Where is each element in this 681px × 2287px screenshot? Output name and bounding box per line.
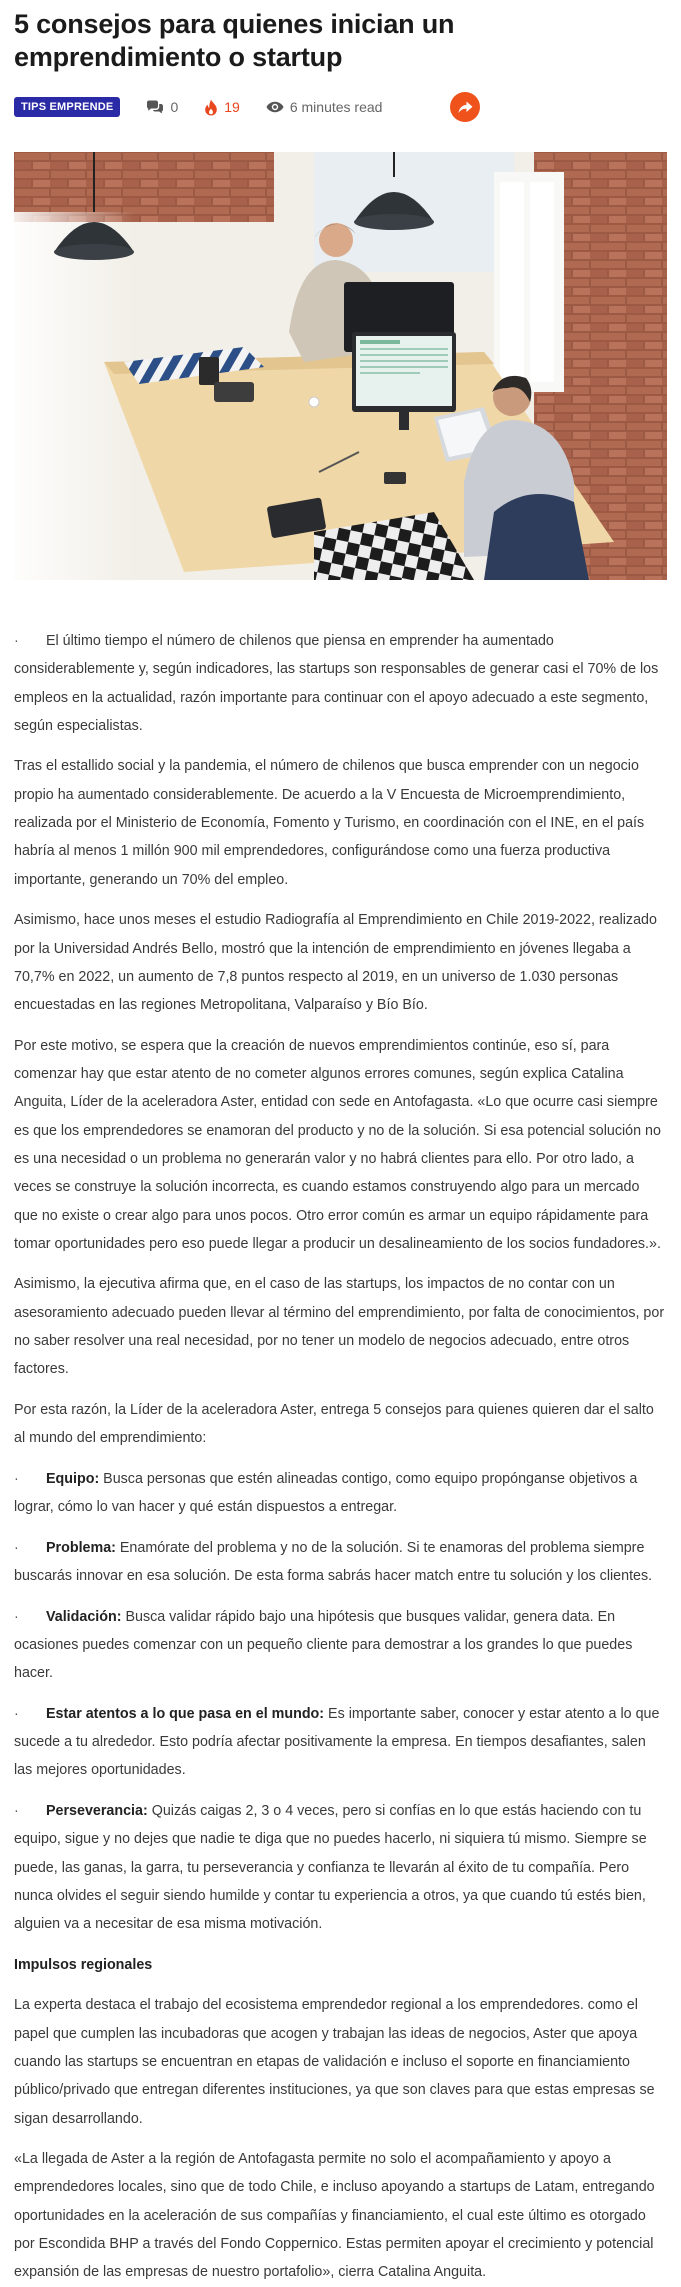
tip-item: · Equipo: Busca personas que estén alineadas contigo, como equipo propónganse objetivos a lograr, cómo lo van hacer y qué están dispuestos a entregar. — [14, 1465, 667, 1522]
bullet: · — [14, 633, 19, 649]
fire-icon — [204, 99, 218, 116]
tip-label: Problema: — [46, 1539, 116, 1556]
eye-icon — [266, 101, 284, 113]
paragraph: «La llegada de Aster a la región de Antofagasta permite no solo el acompañamiento y apoyo a emprendedores locales, sino que de todo Chile, e incluso apoyando a startups de Latam, entregando oportunidades en la aceleración de sus compañías y financiamiento, el cual este último es otorgado por Escondida BHP a través del Fondo Coppernico. Estas permiten apoyar el crecimiento y potencial expansión de las empresas de nuestro portafolio», cierra Catalina Anguita. — [14, 2151, 655, 2281]
comments-count[interactable] — [146, 99, 178, 115]
article-title: 5 consejos para quienes inician un emprendimiento o startup — [14, 9, 455, 72]
paragraph: Asimismo, la ejecutiva afirma que, en el caso de las startups, los impactos de no contar con un asesoramiento adecuado pueden llevar al término del emprendimiento, por falta de conocimientos, por no saber resolver una real necesidad, por no tener un modelo de negocios adecuado, entre otros factores. — [14, 1276, 665, 1378]
paragraph: Por este motivo, se espera que la creación de nuevos emprendimientos continúe, eso sí, para comenzar hay que estar atento de no cometer algunos errores comunes, según explica Catalina Anguita, Líder de la aceleradora Aster, entidad con sede en Antofagasta. «Lo que ocurre casi siempre es que los emprendedores se enamoran del producto y no de la solución. Si esa potencial solución no es una necesidad o un problema no generarán valor y no habrá clientes para ello. Por otro lado, a veces se construye la solución incorrecta, es cuando estamos construyendo algo para un mercado que no existe o crear algo para unos pocos. Otro error común es armar un equipo rápidamente para tomar oportunidades pero eso puede llegar a producir un desalineamiento de los socios fundadores.». — [14, 1037, 661, 1252]
tip-label: Validación: — [46, 1608, 122, 1625]
hot-count — [204, 99, 240, 116]
section-heading: Impulsos regionales — [14, 1956, 153, 1973]
paragraph: Tras el estallido social y la pandemia, el número de chilenos que busca emprender con un negocio propio ha aumentado considerablemente. De acuerdo a la V Encuesta de Microemprendimiento, realizada por el Ministerio de Economía, Fomento y Turismo, en coordinación con el INE, en el país habría al menos 1 millón 900 mil emprendedores, configurándose como una fuerza productiva importante, generando un 70% del empleo. — [14, 758, 645, 888]
hot-count-value: 19 — [224, 99, 240, 115]
read-time-value: 6 minutes read — [289, 99, 383, 115]
paragraph: Por esta razón, la Líder de la aceleradora Aster, entrega 5 consejos para quienes quieren dar el salto al mundo del emprendimiento: — [14, 1401, 654, 1447]
tip-label: Equipo: — [46, 1470, 100, 1487]
tip-item: · Perseverancia: Quizás caigas 2, 3 o 4 veces, pero si confías en lo que estás haciendo con tu equipo, sigue y no dejes que nadie te diga que no puedes hacerlo, ni siquiera tú mismo. Siempre se puede, las ganas, la garra, tu perseverancia y confianza te llevarán al éxito de tu compañía. Pero nunca olvides el seguir siendo humilde y contar tu experiencia a otros, ya que cuando tú estés bien, alguien va a necesitar de esa misma motivación. — [14, 1797, 667, 1938]
read-time — [266, 99, 383, 115]
tip-item: · Validación: Busca validar rápido bajo una hipótesis que busques validar, genera data. En ocasiones puedes comenzar con un pequeño cliente para demostrar a los grandes lo que puedes hacer. — [14, 1603, 667, 1688]
hero-image — [14, 152, 667, 580]
bullet: · — [14, 1539, 19, 1556]
category-badge[interactable]: TIPS EMPRENDE — [14, 97, 120, 117]
bullet: · — [14, 1470, 19, 1487]
bullet: · — [14, 1802, 19, 1819]
tip-label: Estar atentos a lo que pasa en el mundo: — [46, 1705, 325, 1722]
article-meta — [14, 92, 667, 122]
tip-label: Perseverancia: — [46, 1802, 148, 1819]
paragraph: Asimismo, hace unos meses el estudio Radiografía al Emprendimiento en Chile 2019-2022, realizado por la Universidad Andrés Bello, mostró que la intención de emprendimiento en jóvenes llegaba a 70,7% en 2022, un aumento de 7,8 puntos respecto al 2019, en un universo de 1.030 personas encuestadas en las regiones Metropolitana, Valparaíso y Bío Bío. — [14, 912, 657, 1014]
tip-item: · Problema: Enamórate del problema y no de la solución. Si te enamoras del problema siempre buscarás innovar en esa solución. De esta forma sabrás hacer match entre tu solución y los clientes. — [14, 1534, 667, 1591]
office-photo — [14, 152, 667, 580]
share-arrow-icon — [458, 101, 473, 114]
article-body — [14, 627, 667, 2287]
bullet: · — [14, 1608, 19, 1625]
comments-count-value: 0 — [170, 99, 179, 115]
tip-item: · Estar atentos a lo que pasa en el mundo: Es importante saber, conocer y estar atento a lo que sucede a tu alrededor. Esto podría afectar positivamente la empresa. En tiempos desafiantes, salen las mejores oportunidades. — [14, 1700, 667, 1785]
paragraph: La experta destaca el trabajo del ecosistema emprendedor regional a los emprendedores. como el papel que cumplen las incubadoras que acogen y trabajan las ideas de negocios, Aster que apoya cuando las startups se encuentran en etapas de validación e incluso el soporte en financiamiento público/privado que entregan diferentes instituciones, ya que son claves para que estas empresas se sigan desarrollando. — [14, 1997, 655, 2127]
share-button[interactable] — [450, 92, 480, 122]
comments-icon — [146, 100, 164, 114]
paragraph: · El último tiempo el número de chilenos que piensa en emprender ha aumentado considerablemente y, según indicadores, las startups son responsables de generar casi el 70% de los empleos en la actualidad, razón importante para continuar con el apoyo adecuado a este segmento, según especialistas. — [14, 627, 667, 740]
bullet: · — [14, 1705, 19, 1722]
